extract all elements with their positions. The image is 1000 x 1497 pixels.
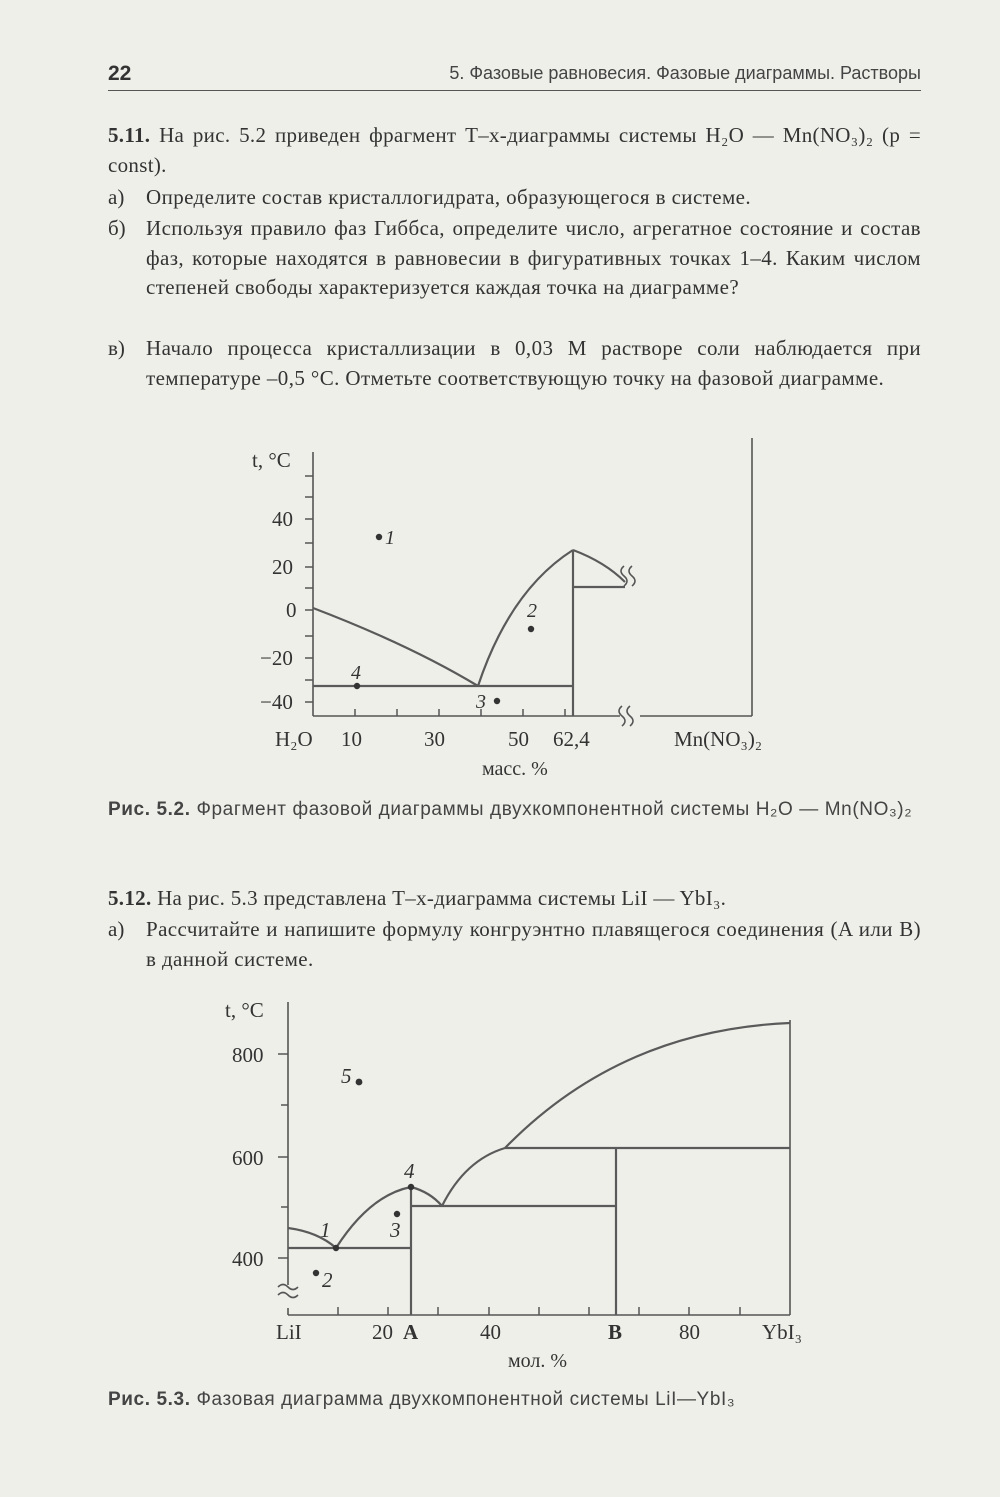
running-head: 5. Фазовые равновесия. Фазовые диаграммы. Растворы	[449, 63, 921, 83]
item-text: Рассчитайте и напишите формулу конгруэнтно плавящегося соединения (A или B) в данной системе.	[146, 917, 921, 971]
item-marker: б)	[108, 216, 126, 240]
y-tick-label: 0	[286, 598, 297, 622]
caption-label: Рис. 5.3.	[108, 1389, 191, 1410]
figure-5-2-caption	[108, 796, 921, 824]
figure-5-3-caption	[108, 1386, 921, 1414]
point-1-label: 1	[385, 527, 395, 549]
caption-label: Рис. 5.2.	[108, 799, 191, 820]
y-tick-label: −40	[260, 690, 293, 714]
problem-5-11-item-a	[108, 183, 921, 213]
left-component-label: LiI	[276, 1320, 302, 1344]
point-1-marker	[376, 534, 382, 540]
compound-a-liquidus-right	[411, 1187, 442, 1206]
y-tick-label: −20	[260, 646, 293, 670]
problem-5-11-intro	[108, 121, 921, 180]
hydrate-liquidus-right	[573, 550, 625, 582]
problem-5-11-item-c	[108, 334, 921, 393]
problem-5-12-intro	[108, 884, 921, 914]
item-text: Используя правило фаз Гиббса, определите число, агрегатное состояние и состав фаз, которые находятся в равновесии в фигуративных точках 1–4. Каким числом степеней свободы характеризуется каждая точка на диаграмме?	[146, 216, 921, 299]
ice-liquidus-curve	[313, 608, 478, 686]
x-axis-label: мол. %	[508, 1350, 568, 1372]
y-tick-label: 400	[232, 1247, 264, 1271]
point-3-marker	[494, 698, 500, 704]
right-component-label: Mn(NO₃)₂	[674, 727, 763, 751]
point-2-label: 2	[322, 1268, 333, 1292]
point-5-label: 5	[341, 1064, 352, 1088]
x-tick-label: 50	[508, 727, 529, 751]
x-tick-label: 10	[341, 727, 362, 751]
problem-5-11-item-b	[108, 214, 921, 303]
x-tick-label: 40	[480, 1320, 501, 1344]
problem-intro-text: На рис. 5.3 представлена T–x-диаграмма системы LiI — YbI₃.	[157, 886, 727, 910]
compound-b-label: B	[608, 1320, 623, 1344]
point-4-label: 4	[351, 662, 361, 684]
y-tick-label: 800	[232, 1043, 264, 1067]
problem-number: 5.11.	[108, 123, 151, 147]
y-tick-label: 20	[272, 555, 293, 579]
item-text: Начало процесса кристаллизации в 0,03 M растворе соли наблюдается при температуре –0,5 °С. Отметьте соответствующую точку на фазовой диаграмме.	[146, 336, 921, 390]
page-number: 22	[108, 62, 132, 85]
item-marker: а)	[108, 917, 125, 941]
point-1-label: 1	[320, 1218, 331, 1242]
y-tick-label: 40	[272, 507, 293, 531]
item-marker: а)	[108, 185, 125, 209]
right-component-label: YbI₃	[762, 1320, 802, 1344]
figure-5-2-diagram	[0, 430, 1000, 790]
caption-text: Фрагмент фазовой диаграммы двухкомпонентной системы H₂O — Mn(NO₃)₂	[196, 799, 913, 820]
problem-number: 5.12.	[108, 886, 152, 910]
ybi3-liquidus-curve	[505, 1023, 790, 1148]
point-3-label: 3	[390, 1218, 401, 1242]
x-tick-label: 20	[372, 1320, 393, 1344]
page-header	[108, 60, 921, 91]
x-tick-label: 80	[679, 1320, 700, 1344]
axis-break-icon	[621, 566, 635, 586]
point-3-label: 3	[476, 691, 486, 713]
point-3-marker	[394, 1211, 400, 1217]
peritectic-liquidus	[442, 1148, 505, 1206]
hydrate-liquidus-left	[478, 550, 573, 686]
item-text: Определите состав кристаллогидрата, образующегося в системе.	[146, 185, 752, 209]
problem-intro-text: На рис. 5.2 приведен фрагмент T–x-диаграммы системы H₂O — Mn(NO₃)₂ (p = const).	[108, 123, 921, 177]
item-marker: в)	[108, 336, 125, 360]
left-component-label: H₂O	[275, 727, 313, 751]
caption-text: Фазовая диаграмма двухкомпонентной системы LiI—YbI₃	[196, 1389, 736, 1410]
axis-break-icon	[619, 706, 633, 726]
problem-5-12-item-a	[108, 915, 921, 974]
point-2-label: 2	[527, 600, 537, 622]
x-tick-label: 62,4	[553, 727, 590, 751]
point-5-marker	[356, 1079, 363, 1086]
x-axis-label: масс. %	[482, 758, 548, 780]
axis-break-icon	[278, 1285, 298, 1298]
point-2-marker	[528, 626, 534, 632]
point-4-marker	[408, 1184, 414, 1190]
point-2-marker	[313, 1270, 319, 1276]
point-1-marker	[333, 1245, 339, 1251]
figure-5-3-diagram	[0, 990, 1000, 1380]
y-axis-label: t, °C	[252, 448, 291, 472]
y-axis-label: t, °C	[225, 998, 264, 1022]
point-4-label: 4	[404, 1159, 415, 1183]
y-tick-label: 600	[232, 1146, 264, 1170]
x-tick-label: 30	[424, 727, 445, 751]
compound-a-label: A	[403, 1320, 419, 1344]
